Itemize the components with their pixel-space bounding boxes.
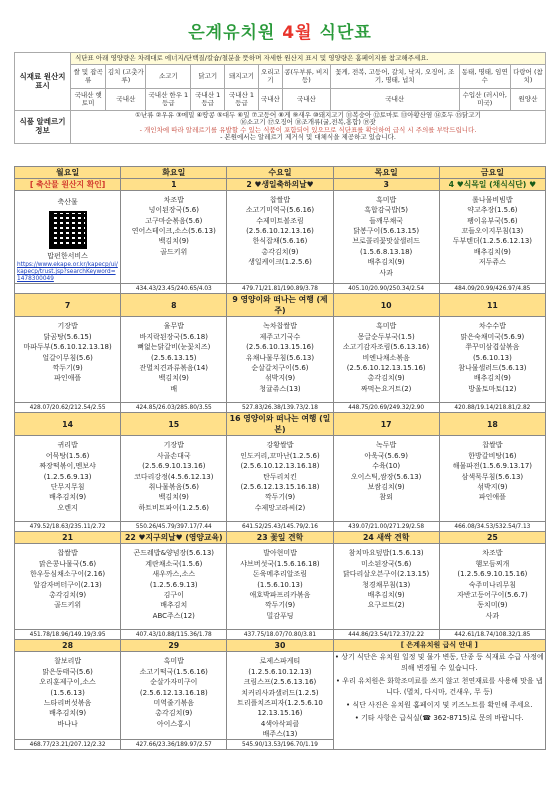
menu-item: 오리훈제구이,소스 [39,678,96,687]
menu-item: 한식잡채(5.6.16) [252,237,308,246]
notice-heading: [ 은계유치원 급식 안내 ] [333,640,545,652]
menu-item: 크림스프(2.5.6.13.16) [243,678,317,687]
menu-item: 파인애플 [478,493,506,502]
menu-item: 샤브버섯국(1.5.6.16.18) [240,559,320,568]
menu-item: 배추김치(9) [49,493,87,502]
menu-item: 짜장떡볶이,멘보샤 [39,462,96,471]
menu-cell [15,544,121,630]
nutrition-cell: 434.43/23.45/240.65/4.03 [121,284,227,294]
qr-code-icon[interactable] [49,211,87,249]
menu-item: 차조밥 [482,549,503,558]
menu-item: 흑미밥 [376,322,397,331]
menu-item: 보쌈김치(9) [367,482,405,491]
menu-item: 어묵탕(1.5.6) [45,451,90,460]
date-cell: 11 [439,294,545,317]
menu-item: 수제미트볼조림 [256,216,304,225]
date-cell: 24 새싹 견학 [333,532,439,544]
notice-line: • 식단 사진은 유치원 홈페이지 및 키즈노트를 확인해 주세요. [346,700,533,709]
menu-item: ABC주스(12) [152,611,195,620]
origin-item: 꽃게, 전복, 고등어, 갈치, 낙지, 오징어, 조기, 명태, 넙치 [330,65,459,89]
date-cell: 9 영양이와 떠나는 여행 (제주) [227,294,333,317]
date-cell: 22 ♥지구의날♥ (영양교육) [121,532,227,544]
menu-item: 참나물샐러드(5.6.13) [458,363,527,372]
nutrition-cell: 405.10/20.90/250.34/2.54 [333,284,439,294]
menu-item: (2.5.6.9.10.13.16) [142,462,206,471]
menu-item: 오렌지 [57,503,78,512]
menu-item: 롤나물비빔밥 [472,196,513,204]
menu-item: 파인애플 [54,374,82,383]
menu-item: 얼갈이무침(5.6) [42,353,93,362]
menu-item: 배 [170,384,178,393]
menu-item: 자반고등어구이(5.6.7) [457,590,528,599]
menu-item: 새우까스,소스 [152,570,196,579]
menu-item: 총각김치(9) [49,590,87,599]
menu-item: 배추김치 [160,601,188,610]
menu-item: 애호박파프리카볶음 [249,590,311,599]
menu-item: 맑은콩나물국(5.6) [39,559,97,568]
day-header: 화요일 [121,167,227,179]
menu-item: 넝이된장국(5.6) [148,206,199,215]
origin-label: 식재료 원산지 표시 [15,53,71,111]
menu-item: 두부텐더(1.2.5.6.12.13) [452,237,532,246]
menu-item: 흑합감국밥(5) [364,206,409,215]
menu-item: 인도커리,꼬마난(1.2.5.6) [240,451,320,460]
menu-item: 백김치(9) [158,493,189,502]
menu-item: 골드키위 [160,247,188,256]
nutrition-cell [15,284,121,294]
menu-item: 숙주미나리무침 [468,580,517,589]
menu-item: 계란채소국(1.5.6) [145,559,203,568]
menu-item: 소고기미역국(5.6.16) [245,206,315,215]
origin-value: 국내산 [282,89,330,111]
menu-cell [121,191,227,284]
date-cell: 7 [15,294,121,317]
menu-item: 배추김치(9) [367,590,405,599]
menu-item: 강황쌀밥 [266,441,294,450]
menu-item: 골드키위 [54,601,82,610]
day-header: 월요일 [15,167,121,179]
menu-item: 꼬들오이지무침(13) [461,227,524,236]
menu-item: 트리플치즈피자(1.2.5.6.10 [237,698,323,707]
menu-item: 저두쥬스 [478,258,506,267]
menu-item: 생일케이크(1.2.5.6) [248,258,312,267]
date-cell: 2 ♥생일축하의날♥ [227,179,333,191]
menu-item: 로제스파게티 [259,657,301,666]
date-cell: 29 [121,640,227,652]
menu-item: 들깨무채국 [369,216,404,225]
menu-item: 팽이유부국(5.6) [467,216,518,225]
origin-item: 닭고기 [191,65,225,89]
date-cell: 15 [121,413,227,436]
menu-item: 수육(10) [372,462,401,471]
nutrition-cell: 468.77/23.21/207.12/2.32 [15,740,121,750]
date-cell: 8 [121,294,227,317]
nutrition-cell: 484.09/20.99/426.97/4.85 [439,284,545,294]
menu-cell [121,652,227,740]
menu-item: 삼색묵무침(5.6.13) [461,472,524,481]
menu-item: 단무지무침 [50,482,85,491]
menu-item: (2.5.6.13.15) [151,353,197,362]
menu-item: 닭곰탕(5.6.15) [43,332,92,341]
menu-cell [333,544,439,630]
origin-item: 다랑어 (참치) [510,65,545,89]
notice-line: • 우리 유치원은 화학조미료를 쓰지 않고 천연재료를 사용해 맛을 냅니다. (멸치, 다시마, 건새우, 무 등) [335,677,543,696]
menu-item: 햄모듬찌개 [475,559,510,568]
day-header: 수요일 [227,167,333,179]
origin-item: 소고기 [146,65,191,89]
menu-item: (1.2.5.6.9.10.15.16) [457,570,528,579]
menu-item: 총각김치(9) [155,709,193,718]
day-header: 목요일 [333,167,439,179]
date-cell: 1 [121,179,227,191]
menu-item: 닭봉구이(5.6.13.15) [353,227,420,236]
menu-item: 아이스홍시 [156,719,191,728]
nutrition-cell: 439.07/21.00/271.29/2.58 [333,522,439,532]
allergy-line: - 개인차에 따라 알레르기를 유발할 수 있는 식품이 포함되어 있으므로 식단표를 확인하여 급식 시 주의를 부탁드립니다. [139,125,477,134]
menu-cell [439,544,545,630]
menu-item: (2.5.6.10.12.13.16.18) [240,462,320,471]
origin-value: 원양산 [510,89,545,111]
nutrition-cell: 448.75/20.69/249.32/2.90 [333,403,439,413]
menu-item: 녹차찹쌀밥 [263,322,297,331]
nutrition-cell: 451.78/18.96/149.19/3.95 [15,630,121,640]
nutrition-cell: 479.52/18.63/235.11/2.72 [15,522,121,532]
allergy-line: ⑯소고기 ⑰오징어 ⑱조개류(굴,전복,홍합) ⑲잣 [240,118,376,127]
menu-item: 뼈없는닭갈비(눈꽃치즈) [137,343,211,352]
origin-value: 국내산 햇토미 [71,89,106,111]
menu-item: 소고기감자조림(5.6.13.16) [343,343,430,352]
menu-item: 참외 [379,493,393,502]
nutrition-cell: 420.88/19.14/218.81/2.82 [439,403,545,413]
menu-item: (2.5.6.12.13.16.18) [139,688,208,697]
menu-cell [121,544,227,630]
menu-cell [15,317,121,403]
menu-item: (2.5.6.10.13.15.16) [246,343,314,352]
menu-item: 수제망고라씨(2) [254,503,306,512]
menu-item: 소고기떡국(1.5.6.16) [139,667,208,676]
notice-line: • 기타 사항은 급식실(☎ 362-8715)로 문의 바랍니다. [354,713,524,722]
origin-allergy-table [14,52,546,144]
menu-item: 바나나 [57,719,78,728]
menu-item: 율무밥 [163,322,184,331]
origin-value: 수입산 (러시아,미국) [459,89,510,111]
menu-item: 방울토마토(12) [468,384,517,393]
menu-item: 청귤쥬스(13) [259,384,301,393]
menu-item: 섞박지(9) [477,482,508,491]
menu-item: 치커리사과샐러드(1.2.5) [241,688,319,697]
menu-item: 배추김치(9) [473,247,511,256]
menu-item: (1.2.5.6.9.13) [149,580,198,589]
date-cell: 14 [15,413,121,436]
menu-item: 배추김치(9) [49,709,87,718]
menu-item: 귀리밥 [57,441,78,450]
origin-value: 국내산 [330,89,459,111]
menu-item: 섞박지(9) [264,374,296,383]
menu-cell [439,436,545,522]
origin-item: 김치 (고춧가루) [106,65,146,89]
nutrition-cell: 424.85/26.03/285.80/3.55 [121,403,227,413]
allergy-info [71,111,546,144]
menu-cell [227,436,333,522]
menu-item: 비엔나채소볶음(2.5.6.10.12.13.15.16) [346,353,426,372]
menu-item: 흑미밥 [376,196,397,204]
menu-item: 오이스틱,쌈장(5.6.13) [350,472,422,481]
menu-cell [227,191,333,284]
origin-item: 돼지고기 [225,65,259,89]
menu-item: 느타리버섯볶음 [43,698,92,707]
menu-item: 돈육메추리알조림 [252,570,308,579]
origin-item: 동태, 명태, 임연수 [459,65,510,89]
menu-item: 12.13.15.16) [257,709,303,718]
menu-item: 미역줄기볶음 [153,698,195,707]
menu-item: 찹쌀밥 [57,549,78,558]
nutrition-cell: 444.86/23.54/172.37/2.22 [333,630,439,640]
menu-item: 브로콜리꽃맛살샐러드 [352,237,420,246]
date-cell: 3 [333,179,439,191]
menu-item: (5.6.10.13) [472,353,512,362]
menu-item: 찰보리밥 [54,657,82,666]
menu-cell [227,652,333,740]
menu-item: 찹쌀밥 [269,196,291,204]
menu-item: 순살가자미구이 [150,678,198,687]
origin-value: 국내산 1등급 [191,89,225,111]
date-cell: 30 [227,640,333,652]
meal-notice [333,652,545,750]
menu-item: 마파두부(5.6.10.12.13.18) [23,343,112,352]
menu-item: 맙펀한서비스 [47,252,88,261]
title-suffix: 식단표 [319,23,372,43]
menu-item: 청경채무침(13) [362,580,411,589]
allergy-line: ①난류 ②우유 ③메밀 ④땅콩 ⑤대두 ⑥밀 ⑦고등어 ⑧게 ⑨새우 ⑩돼지고기 ⑪복숭아 ⑫토마토 ⑬아황산염 ⑭호두 ⑮닭고기 [135,111,481,119]
menu-item: 알감자버터구이(2.13) [33,580,102,589]
menu-item: 미소된장국(5.6) [360,559,412,568]
menu-item: 연어스테이크,소스(5.6.13) [131,227,216,236]
nutrition-cell: 550.26/45.79/397.17/7.44 [121,522,227,532]
menu-item: (2.5.6.12.13.15.16.18) [240,482,320,491]
menu-item: 쭈꾸미삼겹살볶음 [465,343,520,352]
menu-item: (1.5.6.10.13) [257,580,303,589]
date-cell: 28 [15,640,121,652]
menu-item: 찹쌀밥 [482,441,503,450]
date-cell: 10 [333,294,439,317]
menu-item: 약고추장(1.5.6) [467,206,518,215]
menu-item: 흑미밥 [163,657,184,666]
menu-cell [439,317,545,403]
menu-cell [333,191,439,284]
menu-item: 코다리강정(4.5.6.12.13) [134,472,214,481]
trace-link[interactable]: https://www.ekape.or.kr/kapecp/ui/kapecp/trust.jsp?searchKeyword=1478300049 [17,261,118,283]
menu-item: (1.5.6.8.13.18) [360,247,413,256]
menu-item: 닭다리살오븐구이(2.13.15) [343,570,430,579]
page-title [0,18,560,43]
menu-item: 몽글순두부국(1.5) [357,332,415,341]
nutrition-cell: 479.71/21.81/190.89/3.78 [227,284,333,294]
nutrition-cell: 437.75/18.07/70.80/3.81 [227,630,333,640]
nutrition-cell: 641.52/25.43/145.79/2.16 [227,522,333,532]
notice-line: • 상기 식단은 유치원 일정 및 물가 변동, 단종 등 식재료 수급 사정에 의해 변경될 수 있습니다. [334,653,544,673]
menu-cell [333,317,439,403]
allergy-label: 식품 알레르기 정보 [15,111,71,144]
menu-item: 참치마요덮밥(1.5.6.13) [348,549,424,558]
menu-item: 깍두기(9) [52,363,83,372]
menu-item: 차수수밥 [478,322,506,331]
menu-cell [121,317,227,403]
menu-calendar [14,166,546,750]
origin-note: 식단표 아래 영양량은 차례대로 에너지/단백질/칼슘/철분을 뜻하며 자세한 원산지 표시 및 영양량은 홈페이지를 참고해주세요. [71,53,546,65]
date-cell: 21 [15,532,121,544]
date-cell: 4 ♥식목일 (채식식단) ♥ [439,179,545,191]
menu-item: 아욱국(5.6.9) [364,451,408,460]
menu-item: 고구마순볶음(5.6) [145,216,203,225]
menu-item: 총각김치(9) [261,247,299,256]
date-cell: 18 [439,413,545,436]
menu-item: 짜먹는요거트(2) [360,384,412,393]
origin-value: 국내산 [258,89,282,111]
menu-cell [15,436,121,522]
menu-item: 사골손대국 [156,451,191,460]
nutrition-cell: 466.08/34.53/532.54/7.13 [439,522,545,532]
day-header: 금요일 [439,167,545,179]
menu-item: 유채나물무침(5.6.13) [245,353,315,362]
menu-item: 발아현미밥 [263,549,297,558]
menu-item: 차조밥 [163,196,184,204]
nutrition-cell: 427.66/23.36/189.97/2.57 [121,740,227,750]
origin-value: 국내산 1등급 [225,89,259,111]
menu-item: 취나물볶음(5.6) [148,482,199,491]
title-month: 4월 [282,23,313,43]
origin-item: 콩(두부류, 비지 등) [282,65,330,89]
menu-item: 기장밥 [57,322,78,331]
menu-item: (1.2.5.6.10.12.13) [248,667,312,676]
menu-item: 4색아삭피클 [260,719,300,728]
menu-item: 배추김치(9) [367,258,405,267]
menu-item: 녹두밥 [376,441,397,450]
menu-cell [15,652,121,740]
menu-item: 배주스(13) [262,729,298,738]
menu-item: 잔멸치견과류볶음(14) [139,363,209,372]
menu-item: 하트비트파이(1.2.5.6) [138,503,210,512]
menu-item: 김구이 [163,590,184,599]
menu-item: (1.2.5.6.9.13) [43,472,92,481]
menu-item: 한우등심채소구이(2.16) [30,570,106,579]
nutrition-cell: 407.43/10.88/115.36/1.78 [121,630,227,640]
date-cell: 16 영양이와 떠나는 여행 (일본) [227,413,333,436]
origin-item: 쌀 및 잡곡류 [71,65,106,89]
menu-item: 축산물 [57,198,78,206]
school-name: 은계유치원 [188,23,276,43]
menu-item: 배추김치(9) [473,374,511,383]
menu-item: 사과 [485,611,500,620]
menu-item: 총각김치(9) [367,374,405,383]
date-cell: [ 축산물 원산지 확인] [15,179,121,191]
menu-item: 탄두리치킨 [263,472,297,481]
menu-item: 맑은동태국(5.6) [42,667,93,676]
nutrition-cell: 442.61/18.74/108.32/1.85 [439,630,545,640]
origin-value: 국내산 한우 1등급 [146,89,191,111]
menu-item: 해물파전(1.5.6.9.13.17) [452,462,532,471]
nutrition-cell: 545.90/13.53/196.70/1.19 [227,740,333,750]
menu-item: 한방갈비탕(16) [468,451,517,460]
nutrition-cell: 527.83/26.38/139.73/2.18 [227,403,333,413]
menu-item: (2.5.6.10.12.13.16) [246,227,314,236]
menu-item: 기장밥 [163,441,184,450]
menu-item: 밀감푸딩 [266,611,294,620]
menu-item: 바지락된장국(5.6.18) [139,332,208,341]
menu-cell [227,317,333,403]
menu-item: 깍두기(9) [264,601,296,610]
date-cell: 17 [333,413,439,436]
menu-cell [15,191,121,284]
date-cell: 23 꽃잎 견학 [227,532,333,544]
menu-cell [121,436,227,522]
menu-item: 백김치(9) [158,374,189,383]
menu-item: 순살갈치구이(5.6) [251,363,309,372]
origin-item: 오리고기 [258,65,282,89]
menu-item: 맑은숙채미국(5.6.9) [460,332,525,341]
menu-item: 곤드레밥&양념장(5.6.13) [133,549,215,558]
menu-cell [227,544,333,630]
menu-cell [333,436,439,522]
date-cell: 25 [439,532,545,544]
menu-item: 요구르트(2) [367,601,405,610]
menu-item: 제주고기국수 [259,332,301,341]
menu-item: 사과 [379,268,393,277]
menu-item: (1.5.6.13) [50,688,85,697]
allergy-line: - 본원에서는 알레르기 제거식 및 대체식을 제공하고 있습니다. [220,133,396,142]
menu-cell [439,191,545,284]
menu-item: 동치미(9) [477,601,508,610]
origin-value: 국내산 [106,89,146,111]
menu-item: 깍두기(9) [264,493,296,502]
nutrition-cell: 428.07/20.62/212.54/2.55 [15,403,121,413]
menu-item: 백김치(9) [158,237,189,246]
